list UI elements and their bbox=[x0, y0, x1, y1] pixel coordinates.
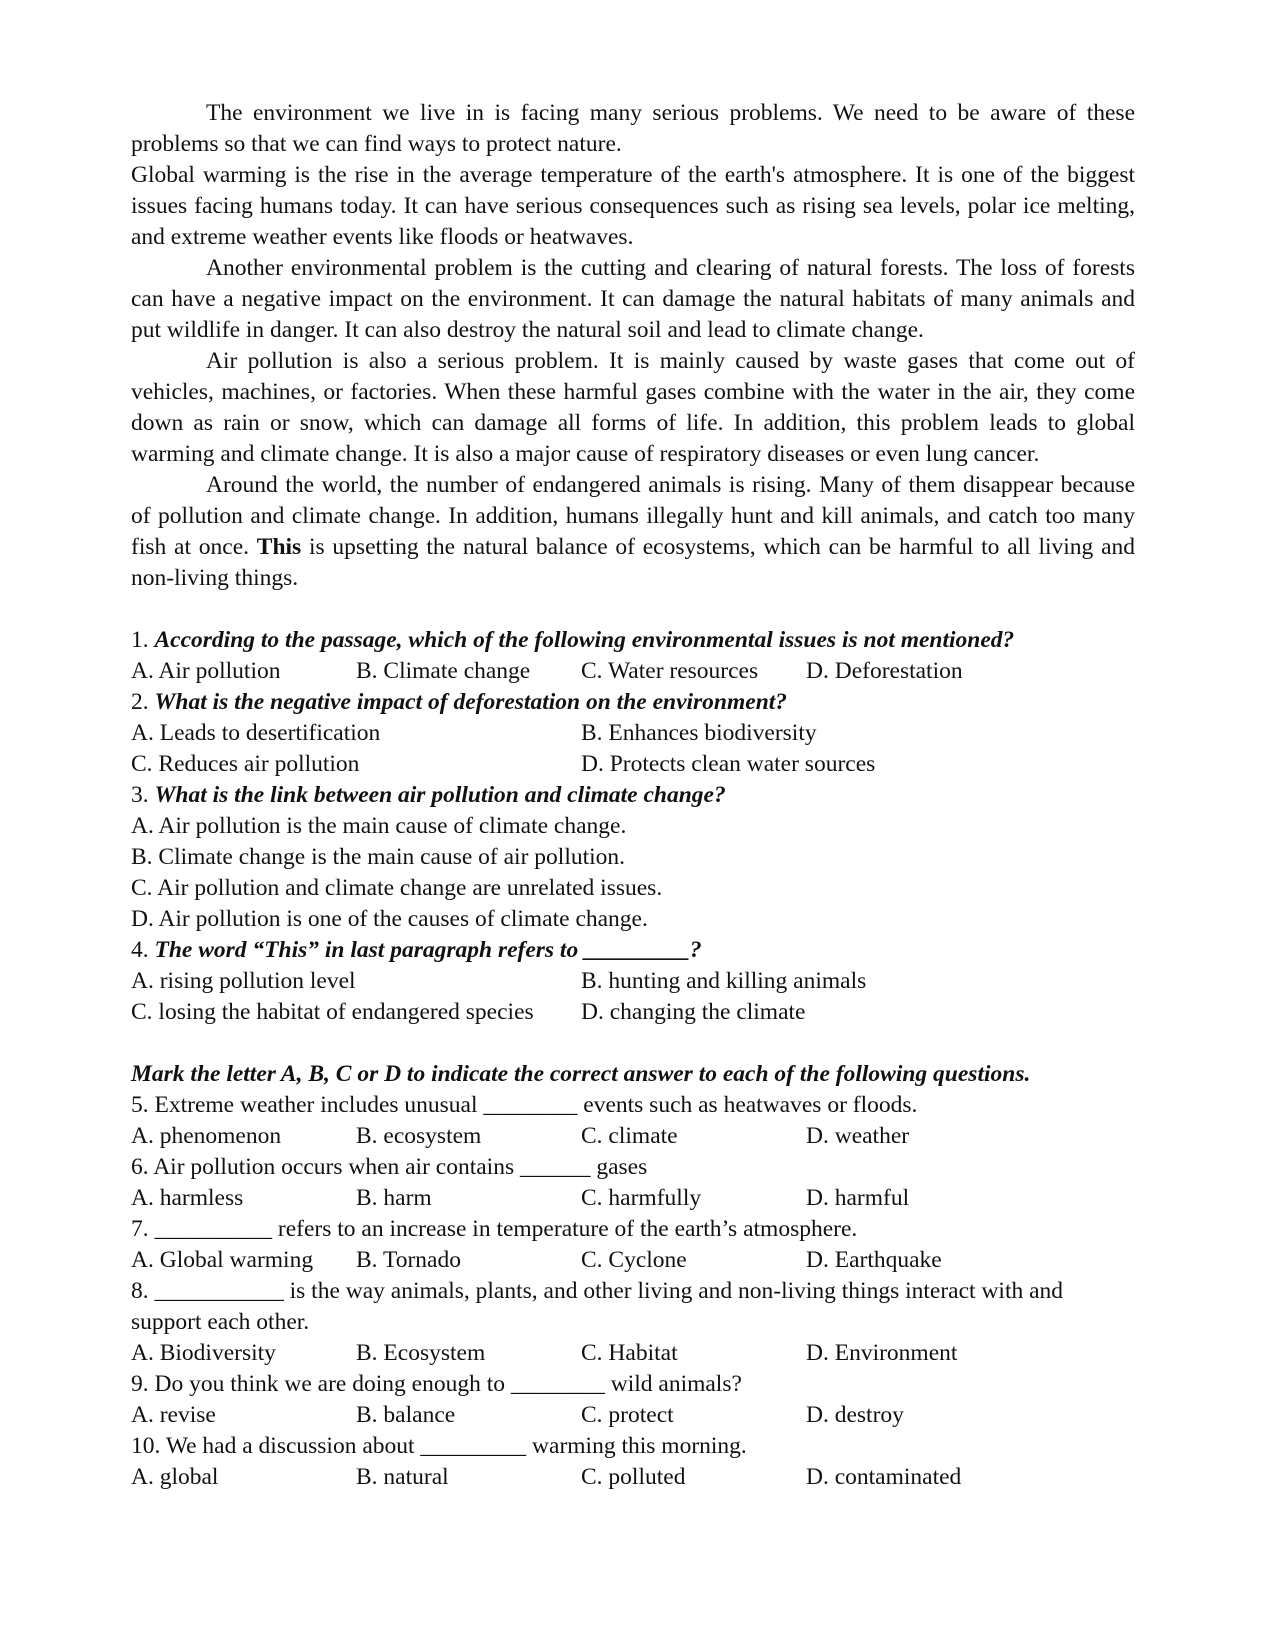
question-stem: According to the passage, which of the following environmental issues is not mentioned? bbox=[154, 627, 1015, 653]
question-number: 1. bbox=[131, 627, 149, 653]
question-7-options bbox=[131, 1245, 1135, 1276]
option-b: B. hunting and killing animals bbox=[581, 968, 867, 994]
passage-paragraph-5 bbox=[131, 470, 1135, 594]
question-stem: The word “This” in last paragraph refers to _________? bbox=[154, 937, 702, 963]
question-stem: What is the negative impact of deforestation on the environment? bbox=[154, 689, 788, 715]
question-stem: What is the link between air pollution and climate change? bbox=[154, 782, 726, 808]
passage-text: Around the world, the number of endangered animals is rising. Many of them disappear because of pollution and climate change. In addition, humans illegally hunt and kill animals, and catch too many fish at once. bbox=[131, 472, 1135, 560]
option-a: A. Air pollution is the main cause of climate change. bbox=[131, 813, 627, 839]
option-d: D. Environment bbox=[806, 1340, 958, 1366]
question-1 bbox=[131, 625, 1135, 656]
option-a: A. harmless bbox=[131, 1185, 244, 1211]
option-c: C. Cyclone bbox=[581, 1247, 687, 1273]
question-2-options bbox=[131, 718, 1135, 780]
passage-text: is upsetting the natural balance of ecosystems, which can be harmful to all living and non-living things. bbox=[131, 534, 1135, 591]
question-number: 2. bbox=[131, 689, 149, 715]
question-4 bbox=[131, 935, 1135, 966]
question-8: 8. ___________ is the way animals, plants, and other living and non-living things interact with and support each other. bbox=[131, 1278, 1064, 1335]
option-c: C. Water resources bbox=[581, 658, 759, 684]
question-7: 7. __________ refers to an increase in temperature of the earth’s atmosphere. bbox=[131, 1216, 858, 1242]
option-c: C. polluted bbox=[581, 1464, 686, 1490]
passage-paragraph-4: Air pollution is also a serious problem. It is mainly caused by waste gases that come out of vehicles, machines, or factories. When these harmful gases combine with the water in the air, they come down as rain or snow, which can damage all forms of life. In addition, this problem leads to global warming and climate change. It is also a major cause of respiratory diseases or even lung cancer. bbox=[131, 348, 1135, 467]
question-10-options bbox=[131, 1462, 1135, 1493]
option-b: B. balance bbox=[356, 1402, 456, 1428]
question-9: 9. Do you think we are doing enough to ________ wild animals? bbox=[131, 1371, 742, 1397]
question-4-options bbox=[131, 966, 1135, 1028]
passage-paragraph-1: The environment we live in is facing many serious problems. We need to be aware of these problems so that we can find ways to protect nature. bbox=[131, 100, 1135, 157]
option-d: D. Earthquake bbox=[806, 1247, 942, 1273]
option-a: A. global bbox=[131, 1464, 219, 1490]
question-6-options bbox=[131, 1183, 1135, 1214]
instruction-heading: Mark the letter A, B, C or D to indicate the correct answer to each of the following questions. bbox=[131, 1061, 1031, 1087]
question-5-options bbox=[131, 1121, 1135, 1152]
passage-paragraph-3: Another environmental problem is the cutting and clearing of natural forests. The loss of forests can have a negative impact on the environment. It can damage the natural habitats of many animals and put wildlife in danger. It can also destroy the natural soil and lead to climate change. bbox=[131, 255, 1135, 343]
option-a: A. Leads to desertification bbox=[131, 720, 381, 746]
option-a: A. phenomenon bbox=[131, 1123, 282, 1149]
question-8-options bbox=[131, 1338, 1135, 1369]
option-c: C. losing the habitat of endangered species bbox=[131, 999, 534, 1025]
question-5: 5. Extreme weather includes unusual ________ events such as heatwaves or floods. bbox=[131, 1092, 918, 1118]
option-b: B. Climate change bbox=[356, 658, 531, 684]
question-6: 6. Air pollution occurs when air contains ______ gases bbox=[131, 1154, 648, 1180]
question-2 bbox=[131, 687, 1135, 718]
option-b: B. Enhances biodiversity bbox=[581, 720, 817, 746]
option-c: C. climate bbox=[581, 1123, 678, 1149]
option-b: B. natural bbox=[356, 1464, 449, 1490]
option-d: D. destroy bbox=[806, 1402, 904, 1428]
option-d: D. contaminated bbox=[806, 1464, 962, 1490]
passage-paragraph-2: Global warming is the rise in the average temperature of the earth's atmosphere. It is one of the biggest issues facing humans today. It can have serious consequences such as rising sea levels, polar ice melting, and extreme weather events like floods or heatwaves. bbox=[131, 162, 1135, 250]
option-b: B. Tornado bbox=[356, 1247, 461, 1273]
option-c: C. Habitat bbox=[581, 1340, 678, 1366]
option-d: D. harmful bbox=[806, 1185, 910, 1211]
option-d: D. Deforestation bbox=[806, 658, 963, 684]
option-c: C. Reduces air pollution bbox=[131, 751, 360, 777]
option-d: D. Air pollution is one of the causes of climate change. bbox=[131, 906, 648, 932]
document-page bbox=[131, 98, 1135, 1493]
option-c: C. harmfully bbox=[581, 1185, 702, 1211]
option-d: D. weather bbox=[806, 1123, 910, 1149]
option-a: A. Biodiversity bbox=[131, 1340, 276, 1366]
question-3 bbox=[131, 780, 1135, 811]
bold-word-this: This bbox=[256, 534, 302, 560]
option-b: B. harm bbox=[356, 1185, 432, 1211]
option-b: B. ecosystem bbox=[356, 1123, 482, 1149]
option-d: D. changing the climate bbox=[581, 999, 806, 1025]
question-1-options bbox=[131, 656, 1135, 687]
question-9-options bbox=[131, 1400, 1135, 1431]
option-b: B. Climate change is the main cause of air pollution. bbox=[131, 844, 626, 870]
question-number: 4. bbox=[131, 937, 149, 963]
option-c: C. Air pollution and climate change are unrelated issues. bbox=[131, 875, 663, 901]
question-number: 3. bbox=[131, 782, 149, 808]
option-a: A. rising pollution level bbox=[131, 968, 356, 994]
option-a: A. Air pollution bbox=[131, 658, 281, 684]
option-c: C. protect bbox=[581, 1402, 674, 1428]
option-b: B. Ecosystem bbox=[356, 1340, 486, 1366]
option-d: D. Protects clean water sources bbox=[581, 751, 876, 777]
option-a: A. Global warming bbox=[131, 1247, 314, 1273]
question-10: 10. We had a discussion about _________ warming this morning. bbox=[131, 1433, 747, 1459]
option-a: A. revise bbox=[131, 1402, 216, 1428]
